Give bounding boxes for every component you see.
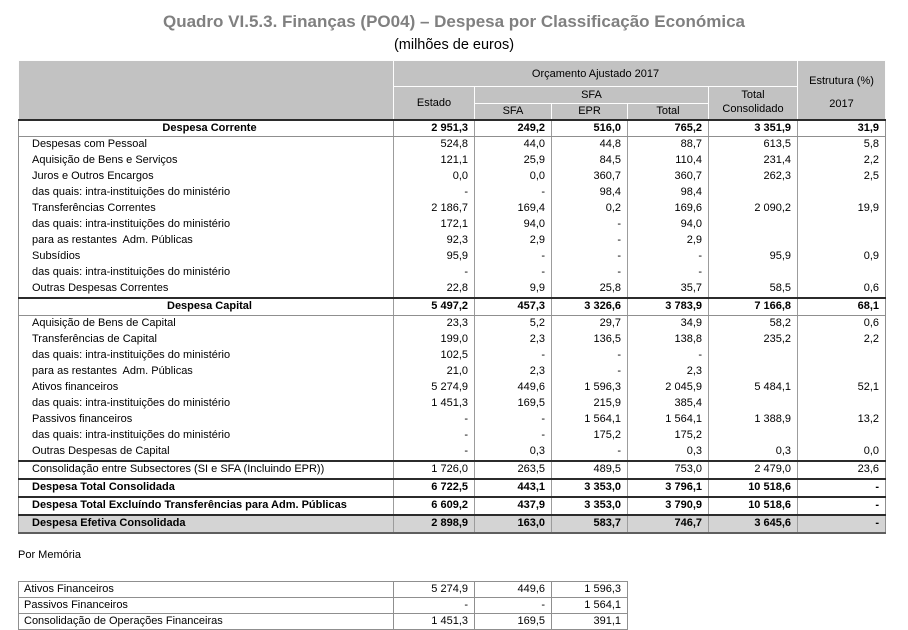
cell-value: 215,9	[552, 396, 628, 412]
row-label: Despesa Capital	[19, 298, 394, 315]
row-label: para as restantes Adm. Públicas	[32, 234, 193, 247]
table-row	[19, 332, 886, 348]
table-row	[19, 281, 886, 298]
cell-value: 9,9	[475, 281, 552, 298]
cell-value: 746,7	[628, 515, 709, 533]
row-label: Despesa Efetiva Consolidada	[19, 515, 394, 533]
cell-value: 0,3	[628, 444, 709, 461]
row-label: Consolidação de Operações Financeiras	[19, 613, 394, 629]
row-label: Passivos Financeiros	[19, 597, 394, 613]
cell-value: 169,6	[628, 201, 709, 217]
cell-value: 25,9	[475, 153, 552, 169]
cell-value: 3 326,6	[552, 298, 628, 315]
cell-value: 22,8	[394, 281, 475, 298]
cell-value: 1 564,1	[628, 412, 709, 428]
cell-value: 2,3	[475, 332, 552, 348]
cell-value: 31,9	[798, 120, 886, 137]
cell-value: 58,2	[709, 316, 798, 332]
cell-value: 2,9	[628, 233, 709, 249]
cell-value: 169,4	[475, 201, 552, 217]
cell-value: 1 596,3	[552, 581, 628, 597]
cell-value	[709, 185, 798, 201]
row-label: Outras Despesas de Capital	[32, 444, 170, 457]
cell-value: 1 726,0	[394, 461, 475, 479]
cell-value: -	[798, 515, 886, 533]
cell-value: 2,2	[798, 153, 886, 169]
cell-value: 52,1	[798, 380, 886, 396]
row-label: para as restantes Adm. Públicas	[32, 365, 193, 378]
cell-value: 0,6	[798, 281, 886, 298]
table-row	[19, 316, 886, 332]
cell-value: -	[628, 348, 709, 364]
cell-value: 2,5	[798, 169, 886, 185]
expense-table-body	[19, 120, 886, 533]
table-row	[19, 597, 628, 613]
cell-value: 1 564,1	[552, 412, 628, 428]
header-total-consolidado: Total Consolidado	[709, 87, 798, 120]
cell-value: -	[475, 428, 552, 444]
row-label: Consolidação entre Subsectores (SI e SFA (Incluindo EPR))	[19, 461, 394, 479]
cell-value: -	[552, 217, 628, 233]
cell-value: 92,3	[394, 233, 475, 249]
cell-value	[709, 265, 798, 281]
cell-value	[798, 185, 886, 201]
cell-value: 753,0	[628, 461, 709, 479]
cell-value: 98,4	[552, 185, 628, 201]
cell-value: -	[798, 479, 886, 497]
row-label: Despesa Total Consolidada	[19, 479, 394, 497]
cell-value: -	[628, 249, 709, 265]
table-row	[19, 380, 886, 396]
row-label: Aquisição de Bens e Serviços	[32, 154, 178, 167]
cell-value: 360,7	[552, 169, 628, 185]
cell-value: 199,0	[394, 332, 475, 348]
cell-value: 1 451,3	[394, 613, 475, 629]
table-row	[19, 428, 886, 444]
table-row	[19, 515, 886, 533]
header-total: Total	[628, 104, 709, 120]
cell-value: 0,3	[709, 444, 798, 461]
cell-value: 21,0	[394, 364, 475, 380]
cell-value: 360,7	[628, 169, 709, 185]
cell-value: -	[475, 265, 552, 281]
table-row	[19, 461, 886, 479]
table-row	[19, 396, 886, 412]
cell-value: -	[552, 348, 628, 364]
table-row	[19, 497, 886, 515]
cell-value: 2,2	[798, 332, 886, 348]
expense-table	[18, 60, 886, 534]
cell-value: 524,8	[394, 137, 475, 153]
cell-value: 0,9	[798, 249, 886, 265]
cell-value: 489,5	[552, 461, 628, 479]
cell-value: 1 596,3	[552, 380, 628, 396]
cell-value: 5 484,1	[709, 380, 798, 396]
table-row	[19, 265, 886, 281]
row-label: das quais: intra-instituições do ministério	[32, 186, 231, 199]
row-label: Despesa Corrente	[19, 120, 394, 137]
cell-value: 0,6	[798, 316, 886, 332]
cell-value: 7 166,8	[709, 298, 798, 315]
cell-value: 235,2	[709, 332, 798, 348]
cell-value: 10 518,6	[709, 479, 798, 497]
cell-value: 2 951,3	[394, 120, 475, 137]
cell-value	[709, 364, 798, 380]
cell-value: 95,9	[709, 249, 798, 265]
cell-value: 2 045,9	[628, 380, 709, 396]
cell-value: 3 351,9	[709, 120, 798, 137]
cell-value: 583,7	[552, 515, 628, 533]
row-label: Transferências Correntes	[32, 202, 156, 215]
table-row	[19, 137, 886, 153]
cell-value: 172,1	[394, 217, 475, 233]
cell-value: 385,4	[628, 396, 709, 412]
row-label: das quais: intra-instituições do ministério	[32, 349, 231, 362]
cell-value: 449,6	[475, 581, 552, 597]
cell-value: 110,4	[628, 153, 709, 169]
cell-value: 35,7	[628, 281, 709, 298]
header-epr: EPR	[552, 104, 628, 120]
cell-value: 2,3	[475, 364, 552, 380]
cell-value: 3 353,0	[552, 497, 628, 515]
table-row	[19, 613, 628, 629]
cell-value: -	[628, 265, 709, 281]
page-subtitle: (milhões de euros)	[393, 37, 515, 53]
cell-value	[709, 217, 798, 233]
cell-value: 10 518,6	[709, 497, 798, 515]
cell-value: 138,8	[628, 332, 709, 348]
por-memoria-table-body	[19, 581, 628, 629]
cell-value: 121,1	[394, 153, 475, 169]
cell-value: 457,3	[475, 298, 552, 315]
cell-value	[709, 348, 798, 364]
row-label: Ativos financeiros	[32, 381, 119, 393]
cell-value: 175,2	[628, 428, 709, 444]
cell-value: 2 898,9	[394, 515, 475, 533]
table-row	[19, 364, 886, 380]
cell-value	[798, 217, 886, 233]
page-title: Quadro VI.5.3. Finanças (PO04) – Despesa por Classificação Económica	[162, 12, 745, 31]
cell-value: 5 274,9	[394, 380, 475, 396]
cell-value: -	[475, 348, 552, 364]
table-row	[19, 444, 886, 461]
cell-value: 1 564,1	[552, 597, 628, 613]
cell-value: 169,5	[475, 613, 552, 629]
expense-table-header	[19, 61, 886, 120]
cell-value: -	[394, 444, 475, 461]
cell-value: 2 186,7	[394, 201, 475, 217]
table-row	[19, 201, 886, 217]
cell-value: 262,3	[709, 169, 798, 185]
cell-value: -	[552, 444, 628, 461]
cell-value: -	[475, 249, 552, 265]
cell-value: -	[394, 412, 475, 428]
row-label: Subsídios	[32, 250, 81, 263]
cell-value: 23,3	[394, 316, 475, 332]
cell-value: 3 790,9	[628, 497, 709, 515]
cell-value: 169,5	[475, 396, 552, 412]
cell-value: 0,3	[475, 444, 552, 461]
header-sfa-group: SFA	[475, 87, 709, 104]
row-label: das quais: intra-instituições do ministério	[32, 396, 231, 409]
cell-value: 3 645,6	[709, 515, 798, 533]
row-label: Transferências de Capital	[32, 333, 157, 346]
cell-value: 0,0	[394, 169, 475, 185]
cell-value: 0,2	[552, 201, 628, 217]
cell-value: 765,2	[628, 120, 709, 137]
cell-value: 3 783,9	[628, 298, 709, 315]
cell-value: -	[552, 233, 628, 249]
table-row	[19, 153, 886, 169]
table-row	[19, 348, 886, 364]
cell-value: 163,0	[475, 515, 552, 533]
cell-value: 2 479,0	[709, 461, 798, 479]
cell-value	[709, 428, 798, 444]
row-label: Passivos financeiros	[32, 412, 133, 425]
cell-value: 102,5	[394, 348, 475, 364]
table-row	[19, 233, 886, 249]
cell-value: 263,5	[475, 461, 552, 479]
cell-value: 5,2	[475, 316, 552, 332]
cell-value: -	[394, 597, 475, 613]
cell-value: 44,0	[475, 137, 552, 153]
table-row	[19, 412, 886, 428]
cell-value: 23,6	[798, 461, 886, 479]
header-sfa: SFA	[475, 104, 552, 120]
row-label: Ativos Financeiros	[19, 581, 394, 597]
table-row	[19, 479, 886, 497]
row-label: Juros e Outros Encargos	[32, 170, 154, 183]
cell-value: 3 353,0	[552, 479, 628, 497]
cell-value: 449,6	[475, 380, 552, 396]
cell-value: 5,8	[798, 137, 886, 153]
cell-value: 84,5	[552, 153, 628, 169]
cell-value: -	[552, 265, 628, 281]
cell-value: 58,5	[709, 281, 798, 298]
cell-value: -	[552, 364, 628, 380]
cell-value: 231,4	[709, 153, 798, 169]
cell-value: -	[394, 265, 475, 281]
cell-value: 1 388,9	[709, 412, 798, 428]
table-row	[19, 120, 886, 137]
cell-value	[709, 396, 798, 412]
cell-value	[798, 396, 886, 412]
cell-value: 443,1	[475, 479, 552, 497]
cell-value: 5 497,2	[394, 298, 475, 315]
cell-value: 249,2	[475, 120, 552, 137]
table-row	[19, 217, 886, 233]
cell-value: 1 451,3	[394, 396, 475, 412]
por-memoria-label: Por Memória	[18, 548, 81, 561]
row-label: das quais: intra-instituições do ministério	[32, 218, 231, 231]
table-row	[19, 298, 886, 315]
header-orcamento-ajustado: Orçamento Ajustado 2017	[394, 61, 798, 87]
cell-value: -	[475, 597, 552, 613]
header-estrutura-year: 2017	[829, 97, 854, 110]
cell-value: -	[798, 497, 886, 515]
cell-value: 175,2	[552, 428, 628, 444]
cell-value	[798, 348, 886, 364]
table-row	[19, 249, 886, 265]
header-corner-cell	[19, 61, 394, 120]
table-row	[19, 185, 886, 201]
header-estado: Estado	[394, 87, 475, 120]
cell-value: 0,0	[798, 444, 886, 461]
cell-value: -	[552, 249, 628, 265]
por-memoria-table	[18, 581, 628, 630]
cell-value: 136,5	[552, 332, 628, 348]
cell-value: 29,7	[552, 316, 628, 332]
cell-value	[709, 233, 798, 249]
cell-value: 437,9	[475, 497, 552, 515]
cell-value: 95,9	[394, 249, 475, 265]
header-estrutura-label: Estrutura (%)	[809, 74, 874, 87]
cell-value: 13,2	[798, 412, 886, 428]
cell-value: 98,4	[628, 185, 709, 201]
cell-value	[798, 364, 886, 380]
cell-value	[798, 265, 886, 281]
cell-value: 3 796,1	[628, 479, 709, 497]
row-label: Despesa Total Excluíndo Transferências para Adm. Públicas	[19, 497, 394, 515]
cell-value: -	[475, 412, 552, 428]
row-label: das quais: intra-instituições do ministério	[32, 428, 231, 441]
cell-value: -	[394, 185, 475, 201]
table-row	[19, 581, 628, 597]
cell-value: 0,0	[475, 169, 552, 185]
row-label: Outras Despesas Correntes	[32, 282, 169, 295]
cell-value: 94,0	[475, 217, 552, 233]
cell-value: 2,3	[628, 364, 709, 380]
cell-value: 613,5	[709, 137, 798, 153]
cell-value: 391,1	[552, 613, 628, 629]
cell-value: 44,8	[552, 137, 628, 153]
cell-value: 88,7	[628, 137, 709, 153]
cell-value: 68,1	[798, 298, 886, 315]
cell-value: 6 609,2	[394, 497, 475, 515]
row-label: Despesas com Pessoal	[32, 138, 147, 151]
row-label: Aquisição de Bens de Capital	[32, 317, 176, 330]
header-estrutura	[798, 61, 886, 120]
row-label: das quais: intra-instituições do ministério	[32, 266, 231, 279]
cell-value: -	[475, 185, 552, 201]
cell-value: -	[394, 428, 475, 444]
cell-value: 6 722,5	[394, 479, 475, 497]
cell-value: 2,9	[475, 233, 552, 249]
cell-value	[798, 428, 886, 444]
cell-value	[798, 233, 886, 249]
cell-value: 34,9	[628, 316, 709, 332]
cell-value: 5 274,9	[394, 581, 475, 597]
cell-value: 2 090,2	[709, 201, 798, 217]
cell-value: 516,0	[552, 120, 628, 137]
cell-value: 19,9	[798, 201, 886, 217]
cell-value: 25,8	[552, 281, 628, 298]
cell-value: 94,0	[628, 217, 709, 233]
table-row	[19, 169, 886, 185]
